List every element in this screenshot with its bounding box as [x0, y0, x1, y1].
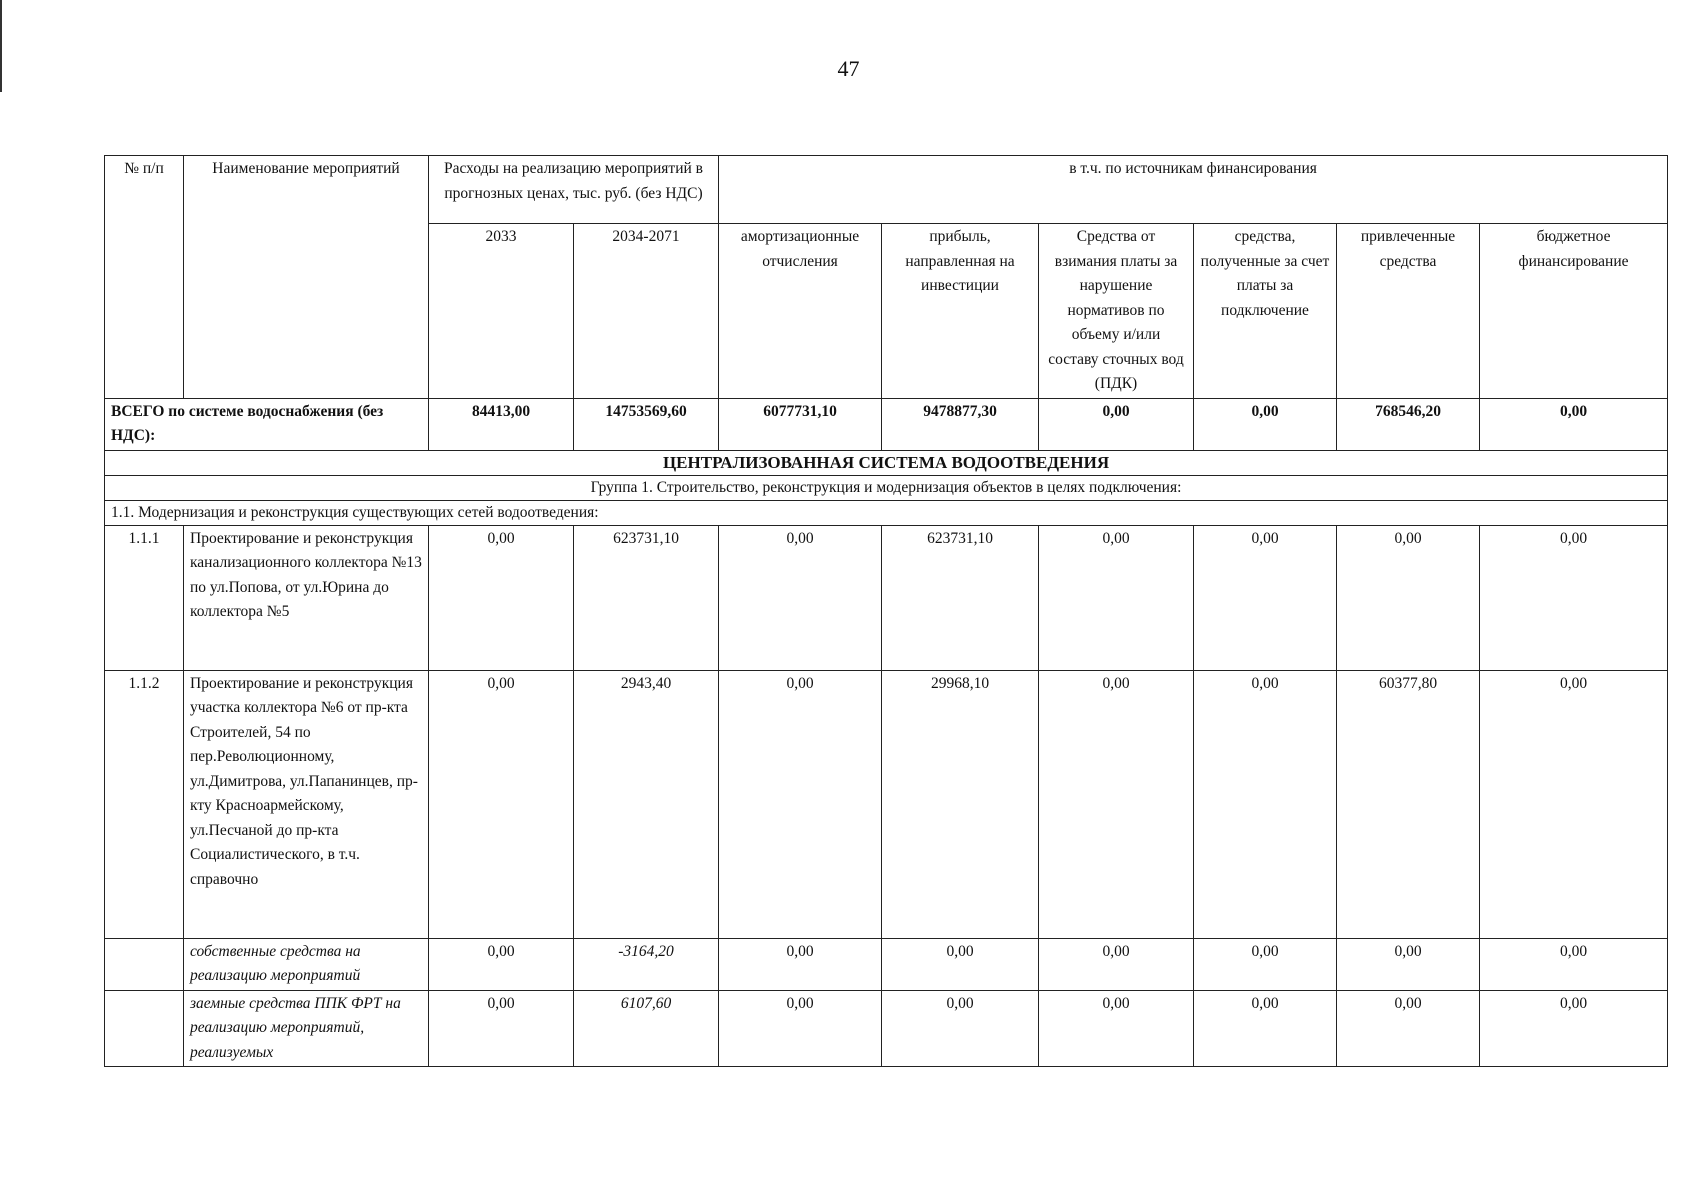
- page-number: 47: [837, 56, 860, 81]
- row-value: 0,00: [1039, 670, 1194, 938]
- row-value: 0,00: [429, 525, 574, 670]
- row-value: 0,00: [1480, 990, 1668, 1067]
- row-value: 0,00: [719, 938, 882, 990]
- total-value: 0,00: [1480, 398, 1668, 450]
- row-value: 0,00: [429, 670, 574, 938]
- row-value: 0,00: [1039, 525, 1194, 670]
- row-name: Проектирование и реконструкция канализационного коллектора №13 по ул.Попова, от ул.Юрина до коллектора №5: [184, 525, 429, 670]
- header-connection-fee: средства, полученные за счет платы за подключение: [1194, 224, 1337, 399]
- row-value: 0,00: [882, 938, 1039, 990]
- row-value: 6107,60: [574, 990, 719, 1067]
- total-row: [105, 398, 1668, 450]
- header-depreciation: амортизационные отчисления: [719, 224, 882, 399]
- row-value: 60377,80: [1337, 670, 1480, 938]
- total-value: 6077731,10: [719, 398, 882, 450]
- row-num: [105, 990, 184, 1067]
- row-value: 29968,10: [882, 670, 1039, 938]
- subgroup-row: [105, 500, 1668, 525]
- total-label: ВСЕГО по системе водоснабжения (без НДС):: [105, 398, 429, 450]
- row-value: 0,00: [882, 990, 1039, 1067]
- row-value: 0,00: [429, 938, 574, 990]
- row-value: 0,00: [1039, 990, 1194, 1067]
- row-num: 1.1.2: [105, 670, 184, 938]
- total-value: 9478877,30: [882, 398, 1039, 450]
- total-value: 768546,20: [1337, 398, 1480, 450]
- row-value: 0,00: [429, 990, 574, 1067]
- header-costs: Расходы на реализацию мероприятий в прогнозных ценах, тыс. руб. (без НДС): [429, 156, 719, 224]
- group-title: Группа 1. Строительство, реконструкция и модернизация объектов в целях подключения:: [105, 475, 1668, 500]
- table-row: [105, 525, 1668, 670]
- row-value: 623731,10: [882, 525, 1039, 670]
- header-name: Наименование мероприятий: [184, 156, 429, 399]
- section-row: [105, 450, 1668, 475]
- row-value: 0,00: [1039, 938, 1194, 990]
- total-value: 14753569,60: [574, 398, 719, 450]
- table-row: [105, 938, 1668, 990]
- total-value: 0,00: [1194, 398, 1337, 450]
- total-value: 0,00: [1039, 398, 1194, 450]
- financing-table: [104, 155, 1668, 1067]
- row-value: 0,00: [719, 525, 882, 670]
- row-value: 0,00: [1337, 525, 1480, 670]
- row-value: 0,00: [1194, 670, 1337, 938]
- row-name: Проектирование и реконструкция участка коллектора №6 от пр-кта Строителей, 54 по пер.Революционному, ул.Димитрова, ул.Папанинцев, пр-кту Красноармейскому, ул.Песчаной до пр-кта Социалистического, в т.ч. справочно: [184, 670, 429, 938]
- row-value: 0,00: [1480, 525, 1668, 670]
- row-value: 0,00: [1337, 938, 1480, 990]
- row-value: 0,00: [1480, 670, 1668, 938]
- row-num: 1.1.1: [105, 525, 184, 670]
- header-borrowed: привлеченные средства: [1337, 224, 1480, 399]
- header-penalty-funds: Средства от взимания платы за нарушение нормативов по объему и/или составу сточных вод (ПДК): [1039, 224, 1194, 399]
- row-value: 0,00: [719, 990, 882, 1067]
- table-row: [105, 670, 1668, 938]
- header-sources: в т.ч. по источникам финансирования: [719, 156, 1668, 224]
- group-row: [105, 475, 1668, 500]
- total-value: 84413,00: [429, 398, 574, 450]
- row-value: 0,00: [1194, 990, 1337, 1067]
- row-name: собственные средства на реализацию мероприятий: [184, 938, 429, 990]
- subgroup-title: 1.1. Модернизация и реконструкция существующих сетей водоотведения:: [105, 500, 1668, 525]
- row-value: 0,00: [1194, 525, 1337, 670]
- row-value: 0,00: [719, 670, 882, 938]
- row-value: 2943,40: [574, 670, 719, 938]
- header-year-2033: 2033: [429, 224, 574, 399]
- header-year-range: 2034-2071: [574, 224, 719, 399]
- header-profit: прибыль, направленная на инвестиции: [882, 224, 1039, 399]
- row-name: заемные средства ППК ФРТ на реализацию мероприятий, реализуемых: [184, 990, 429, 1067]
- table-row: [105, 990, 1668, 1067]
- header-budget: бюджетное финансирование: [1480, 224, 1668, 399]
- section-title: ЦЕНТРАЛИЗОВАННАЯ СИСТЕМА ВОДООТВЕДЕНИЯ: [105, 450, 1668, 475]
- row-num: [105, 938, 184, 990]
- row-value: 0,00: [1194, 938, 1337, 990]
- row-value: 0,00: [1480, 938, 1668, 990]
- row-value: 0,00: [1337, 990, 1480, 1067]
- header-num: № п/п: [105, 156, 184, 399]
- row-value: -3164,20: [574, 938, 719, 990]
- header-row: [105, 156, 1668, 224]
- row-value: 623731,10: [574, 525, 719, 670]
